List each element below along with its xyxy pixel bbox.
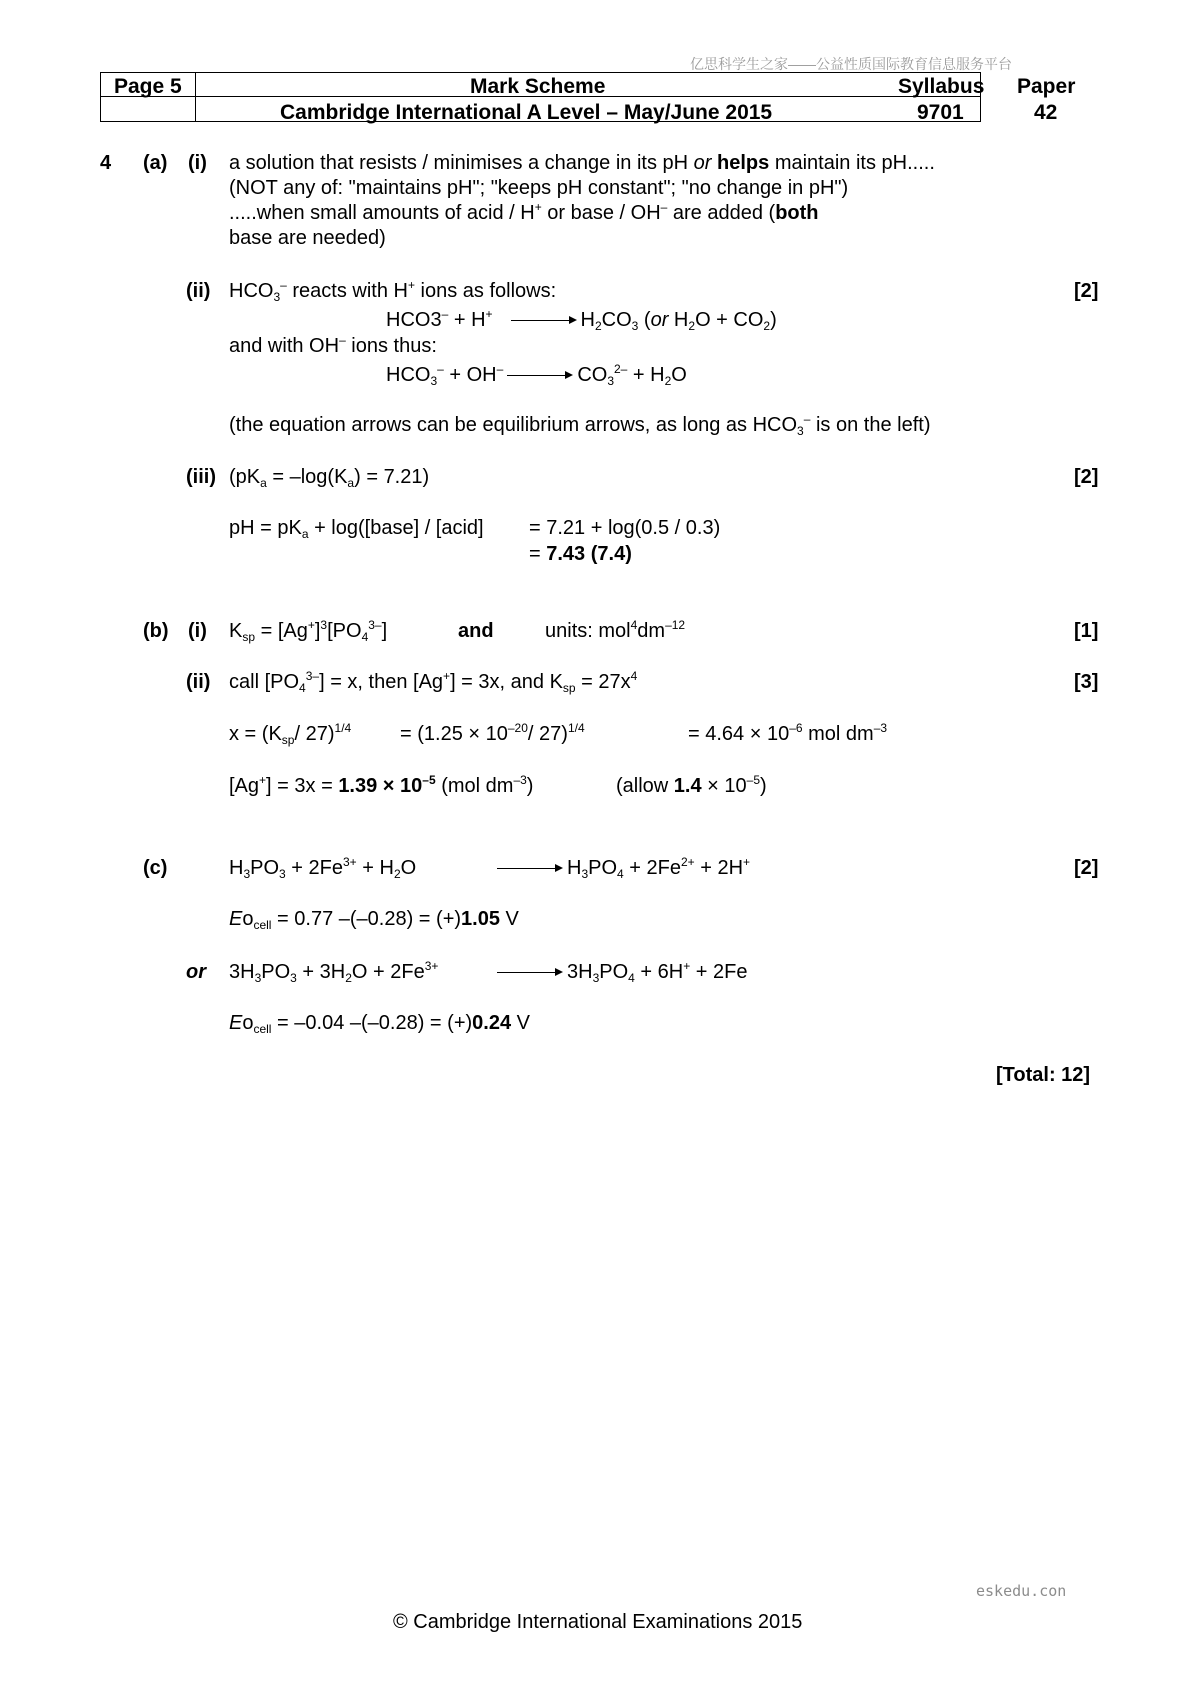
header-title: Mark Scheme — [470, 75, 606, 98]
b-ii-allow: (allow $1.4 \times 10^{-5}$) — [616, 773, 767, 797]
reaction-arrow-icon — [497, 968, 563, 978]
a-i-line-1: a solution that resists / minimises a change in its pH or helps maintain its pH..... — [229, 152, 935, 174]
page-number: Page 5 — [114, 75, 182, 98]
a-i-line-2: (NOT any of: "maintains pH"; "keeps pH constant"; "no change in pH") — [229, 177, 849, 199]
a-iii-mark: [2] — [1074, 466, 1099, 488]
c-or-label: or — [186, 961, 206, 983]
b-ii-ag-concentration: $[Ag^+] = 3x = 1.39 \times 10^{-5}$ (mol $dm^{-3}$) — [229, 773, 534, 797]
question-number: 4 — [100, 152, 112, 174]
a-iii-answer: = 7.43 (7.4) — [529, 543, 632, 565]
footer-watermark: eskedu.con — [976, 1582, 1067, 1600]
a-ii-line-1: $HCO_3^-$ reacts with H+ ions as follows: — [229, 278, 557, 304]
a-iii-line-2: pH = $pK_a$ + log([base] / [acid] — [229, 517, 484, 541]
a-ii-mark: [2] — [1074, 280, 1099, 302]
c-equation-1-right: $H_3PO_4 + 2Fe^{2+} + 2H^+$ — [497, 858, 750, 878]
b-ii-x-result: = $4.64 \times 10^{-6}$ mol $dm^{-3}$ — [688, 721, 888, 745]
a-ii-note: (the equation arrows can be equilibrium arrows, as long as $HCO_3^-$ is on the left) — [229, 412, 931, 438]
b-i-units: units: $mol^4dm^{-12}$ — [545, 618, 686, 642]
syllabus-value: 9701 — [917, 101, 964, 124]
b-ii-x-substitution: = ($1.25 \times 10^{-20}/$ 27)$^{1/4}$ — [400, 721, 585, 745]
b-i-and: and — [458, 620, 494, 642]
c-equation-2-left: $3H_3PO_3 + 3H_2O + 2Fe^{3+}$ — [229, 959, 439, 985]
a-ii-line-3: and with OH– ions thus: — [229, 333, 437, 357]
reaction-arrow-icon — [507, 371, 573, 381]
a-iii-line-1: $(pK_a = -\log(K_a) = 7.21)$ — [229, 466, 430, 490]
part-b-label: (b) — [143, 620, 169, 642]
copyright: © Cambridge International Examinations 2015 — [393, 1611, 803, 1633]
paper-value: 42 — [1034, 101, 1058, 124]
a-i-line-4: base are needed) — [229, 227, 386, 249]
sub-i-label-b: (i) — [188, 620, 207, 642]
b-i-ksp-expression: $K_{sp} = [Ag^+]^3[PO_4^{3-}]$ — [229, 618, 388, 644]
total-marks: [Total: 12] — [996, 1064, 1091, 1086]
a-ii-equation-1: HCO3– + H+ $H_2CO_3$ (or $H_2O + CO_2$) — [386, 307, 777, 333]
a-iii-line-2-result: = 7.21 + log(0.5 / 0.3) — [529, 517, 721, 539]
b-i-mark: [1] — [1074, 620, 1099, 642]
b-ii-mark: [3] — [1074, 671, 1099, 693]
sub-ii-label-b: (ii) — [186, 671, 211, 693]
reaction-arrow-icon — [511, 316, 577, 326]
b-ii-line-1: call $[PO_4^{3-}] = x$, then [Ag+] = 3x, and $K_{sp} = 27x^4$ — [229, 669, 638, 695]
paper-label: Paper — [1017, 75, 1076, 98]
c-equation-1-left: $H_3PO_3 + 2Fe^{3+} + H_2O$ — [229, 855, 417, 881]
a-i-line-3: .....when small amounts of acid / H+ or base / OH– are added (both — [229, 200, 819, 224]
sub-ii-label: (ii) — [186, 280, 211, 302]
sub-i-label: (i) — [188, 152, 207, 174]
reaction-arrow-icon — [497, 864, 563, 874]
c-ecell-2: $Eo_{cell} = -0.04$ –(–0.28) = (+)0.24 V — [229, 1012, 531, 1036]
b-ii-x-formula: $x = (K_{sp}/$ 27)$^{1/4}$ — [229, 721, 352, 747]
syllabus-label: Syllabus — [898, 75, 985, 98]
c-equation-2-right: $3H_3PO_4 + 6H^+ + 2Fe$ — [497, 962, 748, 982]
header-table — [100, 72, 1080, 124]
c-ecell-1: $Eo_{cell} = 0.77$ –(–0.28) = (+)1.05 V — [229, 908, 519, 932]
header-subtitle: Cambridge International A Level – May/June 2015 — [280, 101, 773, 124]
sub-iii-label: (iii) — [186, 466, 216, 488]
part-c-label: (c) — [143, 857, 168, 879]
part-a-label: (a) — [143, 152, 168, 174]
top-watermark: 亿思科学生之家——公益性质国际教育信息服务平台 — [690, 56, 1012, 72]
a-ii-equation-2: $HCO_3^- + OH^-$ $CO_3^{2-} + H_2O$ — [386, 362, 687, 388]
c-mark: [2] — [1074, 857, 1099, 879]
